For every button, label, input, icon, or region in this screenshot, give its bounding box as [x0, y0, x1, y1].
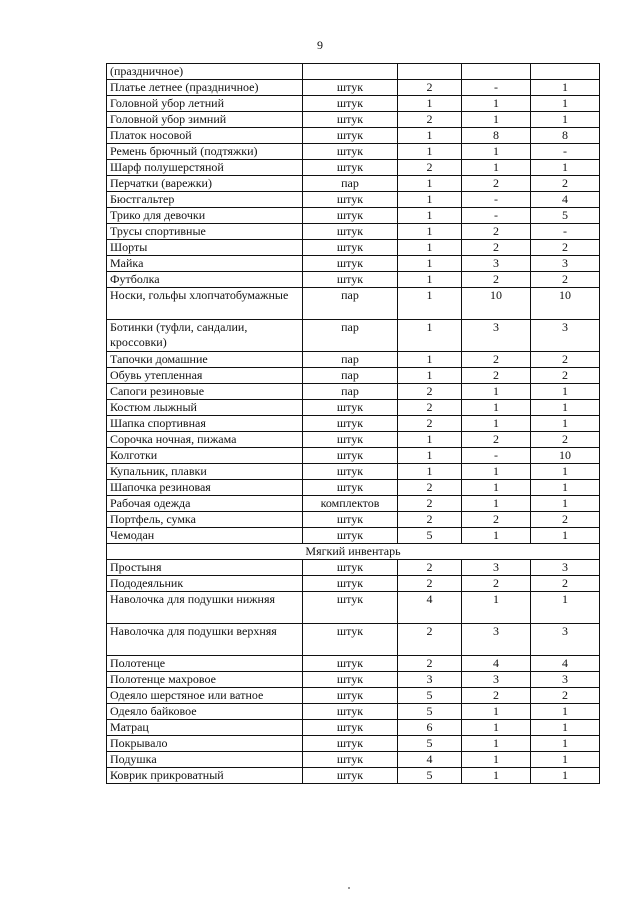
- item-name-cell: Футболка: [107, 272, 303, 288]
- total-cell: 3: [531, 560, 600, 576]
- norm-cell: 2: [398, 576, 462, 592]
- unit-cell: пар: [303, 368, 398, 384]
- table-row: [107, 592, 600, 624]
- unit-cell: комплектов: [303, 496, 398, 512]
- norm-cell: 1: [398, 176, 462, 192]
- quantity-cell: 3: [462, 672, 531, 688]
- quantity-cell: -: [462, 448, 531, 464]
- table-row: [107, 704, 600, 720]
- total-cell: 10: [531, 288, 600, 320]
- total-cell: 1: [531, 592, 600, 624]
- section-header-row: [107, 544, 600, 560]
- table-row: [107, 688, 600, 704]
- unit-cell: штук: [303, 112, 398, 128]
- item-name-cell: Шарф полушерстяной: [107, 160, 303, 176]
- quantity-cell: 1: [462, 752, 531, 768]
- item-name-cell: Портфель, сумка: [107, 512, 303, 528]
- quantity-cell: 1: [462, 400, 531, 416]
- unit-cell: штук: [303, 752, 398, 768]
- total-cell: -: [531, 224, 600, 240]
- unit-cell: штук: [303, 768, 398, 784]
- table-row: [107, 736, 600, 752]
- item-name-cell: Полотенце: [107, 656, 303, 672]
- quantity-cell: 3: [462, 256, 531, 272]
- unit-cell: штук: [303, 464, 398, 480]
- norm-cell: 1: [398, 192, 462, 208]
- norm-cell: 3: [398, 672, 462, 688]
- total-cell: 1: [531, 384, 600, 400]
- norm-cell: 6: [398, 720, 462, 736]
- unit-cell: штук: [303, 720, 398, 736]
- table-row: [107, 80, 600, 96]
- table-row: [107, 176, 600, 192]
- total-cell: 1: [531, 112, 600, 128]
- table-row: [107, 656, 600, 672]
- item-name-cell: Чемодан: [107, 528, 303, 544]
- unit-cell: пар: [303, 384, 398, 400]
- total-cell: 3: [531, 320, 600, 352]
- table-row: [107, 768, 600, 784]
- unit-cell: штук: [303, 528, 398, 544]
- unit-cell: штук: [303, 480, 398, 496]
- quantity-cell: 1: [462, 528, 531, 544]
- total-cell: [531, 64, 600, 80]
- item-name-cell: Головной убор зимний: [107, 112, 303, 128]
- quantity-cell: 1: [462, 768, 531, 784]
- total-cell: 2: [531, 352, 600, 368]
- norm-cell: 2: [398, 400, 462, 416]
- norm-cell: 2: [398, 384, 462, 400]
- quantity-cell: 1: [462, 592, 531, 624]
- table-row: [107, 288, 600, 320]
- norm-cell: 1: [398, 464, 462, 480]
- table-row: [107, 672, 600, 688]
- table-row: [107, 576, 600, 592]
- table-row: [107, 112, 600, 128]
- norm-cell: 1: [398, 320, 462, 352]
- total-cell: 5: [531, 208, 600, 224]
- quantity-cell: -: [462, 80, 531, 96]
- item-name-cell: Головной убор летний: [107, 96, 303, 112]
- norm-cell: 1: [398, 432, 462, 448]
- table-row: [107, 432, 600, 448]
- total-cell: 4: [531, 656, 600, 672]
- total-cell: 2: [531, 272, 600, 288]
- item-name-cell: Рабочая одежда: [107, 496, 303, 512]
- unit-cell: пар: [303, 320, 398, 352]
- norm-cell: 5: [398, 768, 462, 784]
- item-name-cell: Шапочка резиновая: [107, 480, 303, 496]
- quantity-cell: -: [462, 208, 531, 224]
- norm-cell: 2: [398, 624, 462, 656]
- unit-cell: штук: [303, 224, 398, 240]
- table-row: [107, 144, 600, 160]
- table-row: [107, 720, 600, 736]
- norm-cell: 5: [398, 528, 462, 544]
- unit-cell: штук: [303, 192, 398, 208]
- section-title: Мягкий инвентарь: [107, 544, 600, 560]
- quantity-cell: 2: [462, 688, 531, 704]
- unit-cell: штук: [303, 512, 398, 528]
- norm-cell: 2: [398, 560, 462, 576]
- total-cell: 2: [531, 688, 600, 704]
- table-row: [107, 560, 600, 576]
- quantity-cell: 2: [462, 352, 531, 368]
- total-cell: 1: [531, 528, 600, 544]
- quantity-cell: 1: [462, 416, 531, 432]
- table-row: [107, 272, 600, 288]
- norm-cell: 1: [398, 448, 462, 464]
- unit-cell: штук: [303, 400, 398, 416]
- quantity-cell: 4: [462, 656, 531, 672]
- quantity-cell: 1: [462, 160, 531, 176]
- item-name-cell: Обувь утепленная: [107, 368, 303, 384]
- table-row: [107, 352, 600, 368]
- unit-cell: штук: [303, 672, 398, 688]
- unit-cell: пар: [303, 352, 398, 368]
- item-name-cell: Трико для девочки: [107, 208, 303, 224]
- total-cell: 1: [531, 736, 600, 752]
- item-name-cell: Наволочка для подушки верхняя: [107, 624, 303, 656]
- total-cell: 1: [531, 400, 600, 416]
- unit-cell: штук: [303, 208, 398, 224]
- total-cell: 1: [531, 160, 600, 176]
- item-name-cell: Бюстгальтер: [107, 192, 303, 208]
- scan-speck: [348, 887, 350, 889]
- table-row: [107, 496, 600, 512]
- item-name-cell: (праздничное): [107, 64, 303, 80]
- norm-cell: 5: [398, 704, 462, 720]
- unit-cell: штук: [303, 656, 398, 672]
- quantity-cell: 10: [462, 288, 531, 320]
- norm-cell: 2: [398, 656, 462, 672]
- table-row: [107, 128, 600, 144]
- table-row: [107, 208, 600, 224]
- table-row: [107, 96, 600, 112]
- quantity-cell: -: [462, 192, 531, 208]
- table-row: [107, 512, 600, 528]
- norm-cell: 1: [398, 240, 462, 256]
- item-name-cell: Наволочка для подушки нижняя: [107, 592, 303, 624]
- item-name-cell: Полотенце махровое: [107, 672, 303, 688]
- table-row: [107, 624, 600, 656]
- quantity-cell: 2: [462, 224, 531, 240]
- norm-cell: 1: [398, 128, 462, 144]
- quantity-cell: 2: [462, 240, 531, 256]
- total-cell: 1: [531, 480, 600, 496]
- norms-table-container: [106, 63, 599, 784]
- table-row: [107, 320, 600, 352]
- item-name-cell: Матрац: [107, 720, 303, 736]
- unit-cell: штук: [303, 416, 398, 432]
- table-row: [107, 752, 600, 768]
- quantity-cell: 2: [462, 432, 531, 448]
- item-name-cell: Одеяло шерстяное или ватное: [107, 688, 303, 704]
- item-name-cell: Простыня: [107, 560, 303, 576]
- quantity-cell: 1: [462, 96, 531, 112]
- quantity-cell: [462, 64, 531, 80]
- unit-cell: штук: [303, 96, 398, 112]
- table-row: [107, 448, 600, 464]
- total-cell: 1: [531, 80, 600, 96]
- item-name-cell: Платок носовой: [107, 128, 303, 144]
- norm-cell: 1: [398, 96, 462, 112]
- table-row: [107, 240, 600, 256]
- unit-cell: штук: [303, 624, 398, 656]
- total-cell: 1: [531, 464, 600, 480]
- norms-table: [106, 63, 600, 784]
- table-row: [107, 256, 600, 272]
- norm-cell: 1: [398, 368, 462, 384]
- norm-cell: 2: [398, 416, 462, 432]
- unit-cell: штук: [303, 704, 398, 720]
- item-name-cell: Шорты: [107, 240, 303, 256]
- item-name-cell: Перчатки (варежки): [107, 176, 303, 192]
- quantity-cell: 1: [462, 496, 531, 512]
- norm-cell: 4: [398, 752, 462, 768]
- total-cell: 2: [531, 512, 600, 528]
- norm-cell: 1: [398, 272, 462, 288]
- table-row: [107, 528, 600, 544]
- unit-cell: штук: [303, 128, 398, 144]
- total-cell: 10: [531, 448, 600, 464]
- item-name-cell: Покрывало: [107, 736, 303, 752]
- norm-cell: 1: [398, 144, 462, 160]
- quantity-cell: 8: [462, 128, 531, 144]
- quantity-cell: 1: [462, 384, 531, 400]
- quantity-cell: 3: [462, 624, 531, 656]
- norm-cell: 2: [398, 496, 462, 512]
- table-row: [107, 480, 600, 496]
- quantity-cell: 3: [462, 560, 531, 576]
- unit-cell: штук: [303, 736, 398, 752]
- total-cell: 2: [531, 368, 600, 384]
- norm-cell: 1: [398, 352, 462, 368]
- item-name-cell: Ремень брючный (подтяжки): [107, 144, 303, 160]
- unit-cell: штук: [303, 240, 398, 256]
- total-cell: 1: [531, 496, 600, 512]
- unit-cell: пар: [303, 288, 398, 320]
- table-row: [107, 192, 600, 208]
- total-cell: 3: [531, 672, 600, 688]
- unit-cell: штук: [303, 560, 398, 576]
- quantity-cell: 1: [462, 480, 531, 496]
- quantity-cell: 1: [462, 704, 531, 720]
- quantity-cell: 1: [462, 720, 531, 736]
- table-row: [107, 384, 600, 400]
- item-name-cell: Сапоги резиновые: [107, 384, 303, 400]
- total-cell: 1: [531, 416, 600, 432]
- total-cell: 1: [531, 720, 600, 736]
- norm-cell: 1: [398, 256, 462, 272]
- norm-cell: 4: [398, 592, 462, 624]
- total-cell: 4: [531, 192, 600, 208]
- table-row: [107, 224, 600, 240]
- norm-cell: 5: [398, 736, 462, 752]
- item-name-cell: Майка: [107, 256, 303, 272]
- unit-cell: штук: [303, 432, 398, 448]
- norm-cell: 2: [398, 480, 462, 496]
- table-row: [107, 464, 600, 480]
- quantity-cell: 3: [462, 320, 531, 352]
- item-name-cell: Одеяло байковое: [107, 704, 303, 720]
- total-cell: 1: [531, 704, 600, 720]
- norm-cell: 1: [398, 288, 462, 320]
- unit-cell: штук: [303, 80, 398, 96]
- table-row: [107, 64, 600, 80]
- item-name-cell: Платье летнее (праздничное): [107, 80, 303, 96]
- total-cell: 2: [531, 576, 600, 592]
- quantity-cell: 2: [462, 512, 531, 528]
- unit-cell: штук: [303, 592, 398, 624]
- item-name-cell: Колготки: [107, 448, 303, 464]
- total-cell: 2: [531, 176, 600, 192]
- item-name-cell: Подушка: [107, 752, 303, 768]
- unit-cell: штук: [303, 448, 398, 464]
- norm-cell: 1: [398, 208, 462, 224]
- norm-cell: 2: [398, 112, 462, 128]
- total-cell: 1: [531, 768, 600, 784]
- quantity-cell: 1: [462, 464, 531, 480]
- norm-cell: 2: [398, 160, 462, 176]
- unit-cell: штук: [303, 688, 398, 704]
- quantity-cell: 2: [462, 272, 531, 288]
- norms-table-body: [107, 64, 600, 784]
- table-row: [107, 416, 600, 432]
- total-cell: 8: [531, 128, 600, 144]
- item-name-cell: Костюм лыжный: [107, 400, 303, 416]
- quantity-cell: 1: [462, 144, 531, 160]
- unit-cell: штук: [303, 272, 398, 288]
- quantity-cell: 2: [462, 368, 531, 384]
- quantity-cell: 1: [462, 112, 531, 128]
- total-cell: 1: [531, 96, 600, 112]
- unit-cell: [303, 64, 398, 80]
- item-name-cell: Тапочки домашние: [107, 352, 303, 368]
- unit-cell: пар: [303, 176, 398, 192]
- table-row: [107, 160, 600, 176]
- item-name-cell: Коврик прикроватный: [107, 768, 303, 784]
- item-name-cell: Шапка спортивная: [107, 416, 303, 432]
- quantity-cell: 2: [462, 176, 531, 192]
- norm-cell: 2: [398, 80, 462, 96]
- unit-cell: штук: [303, 144, 398, 160]
- quantity-cell: 2: [462, 576, 531, 592]
- table-row: [107, 368, 600, 384]
- item-name-cell: Пододеяльник: [107, 576, 303, 592]
- total-cell: 3: [531, 256, 600, 272]
- unit-cell: штук: [303, 256, 398, 272]
- unit-cell: штук: [303, 160, 398, 176]
- unit-cell: штук: [303, 576, 398, 592]
- total-cell: 2: [531, 432, 600, 448]
- quantity-cell: 1: [462, 736, 531, 752]
- item-name-cell: Ботинки (туфли, сандалии, кроссовки): [107, 320, 303, 352]
- table-row: [107, 400, 600, 416]
- norm-cell: 5: [398, 688, 462, 704]
- norm-cell: 1: [398, 224, 462, 240]
- total-cell: -: [531, 144, 600, 160]
- item-name-cell: Сорочка ночная, пижама: [107, 432, 303, 448]
- norm-cell: 2: [398, 512, 462, 528]
- norm-cell: [398, 64, 462, 80]
- item-name-cell: Трусы спортивные: [107, 224, 303, 240]
- total-cell: 2: [531, 240, 600, 256]
- total-cell: 1: [531, 752, 600, 768]
- item-name-cell: Купальник, плавки: [107, 464, 303, 480]
- item-name-cell: Носки, гольфы хлопчатобумажные: [107, 288, 303, 320]
- page-number: 9: [317, 38, 323, 52]
- total-cell: 3: [531, 624, 600, 656]
